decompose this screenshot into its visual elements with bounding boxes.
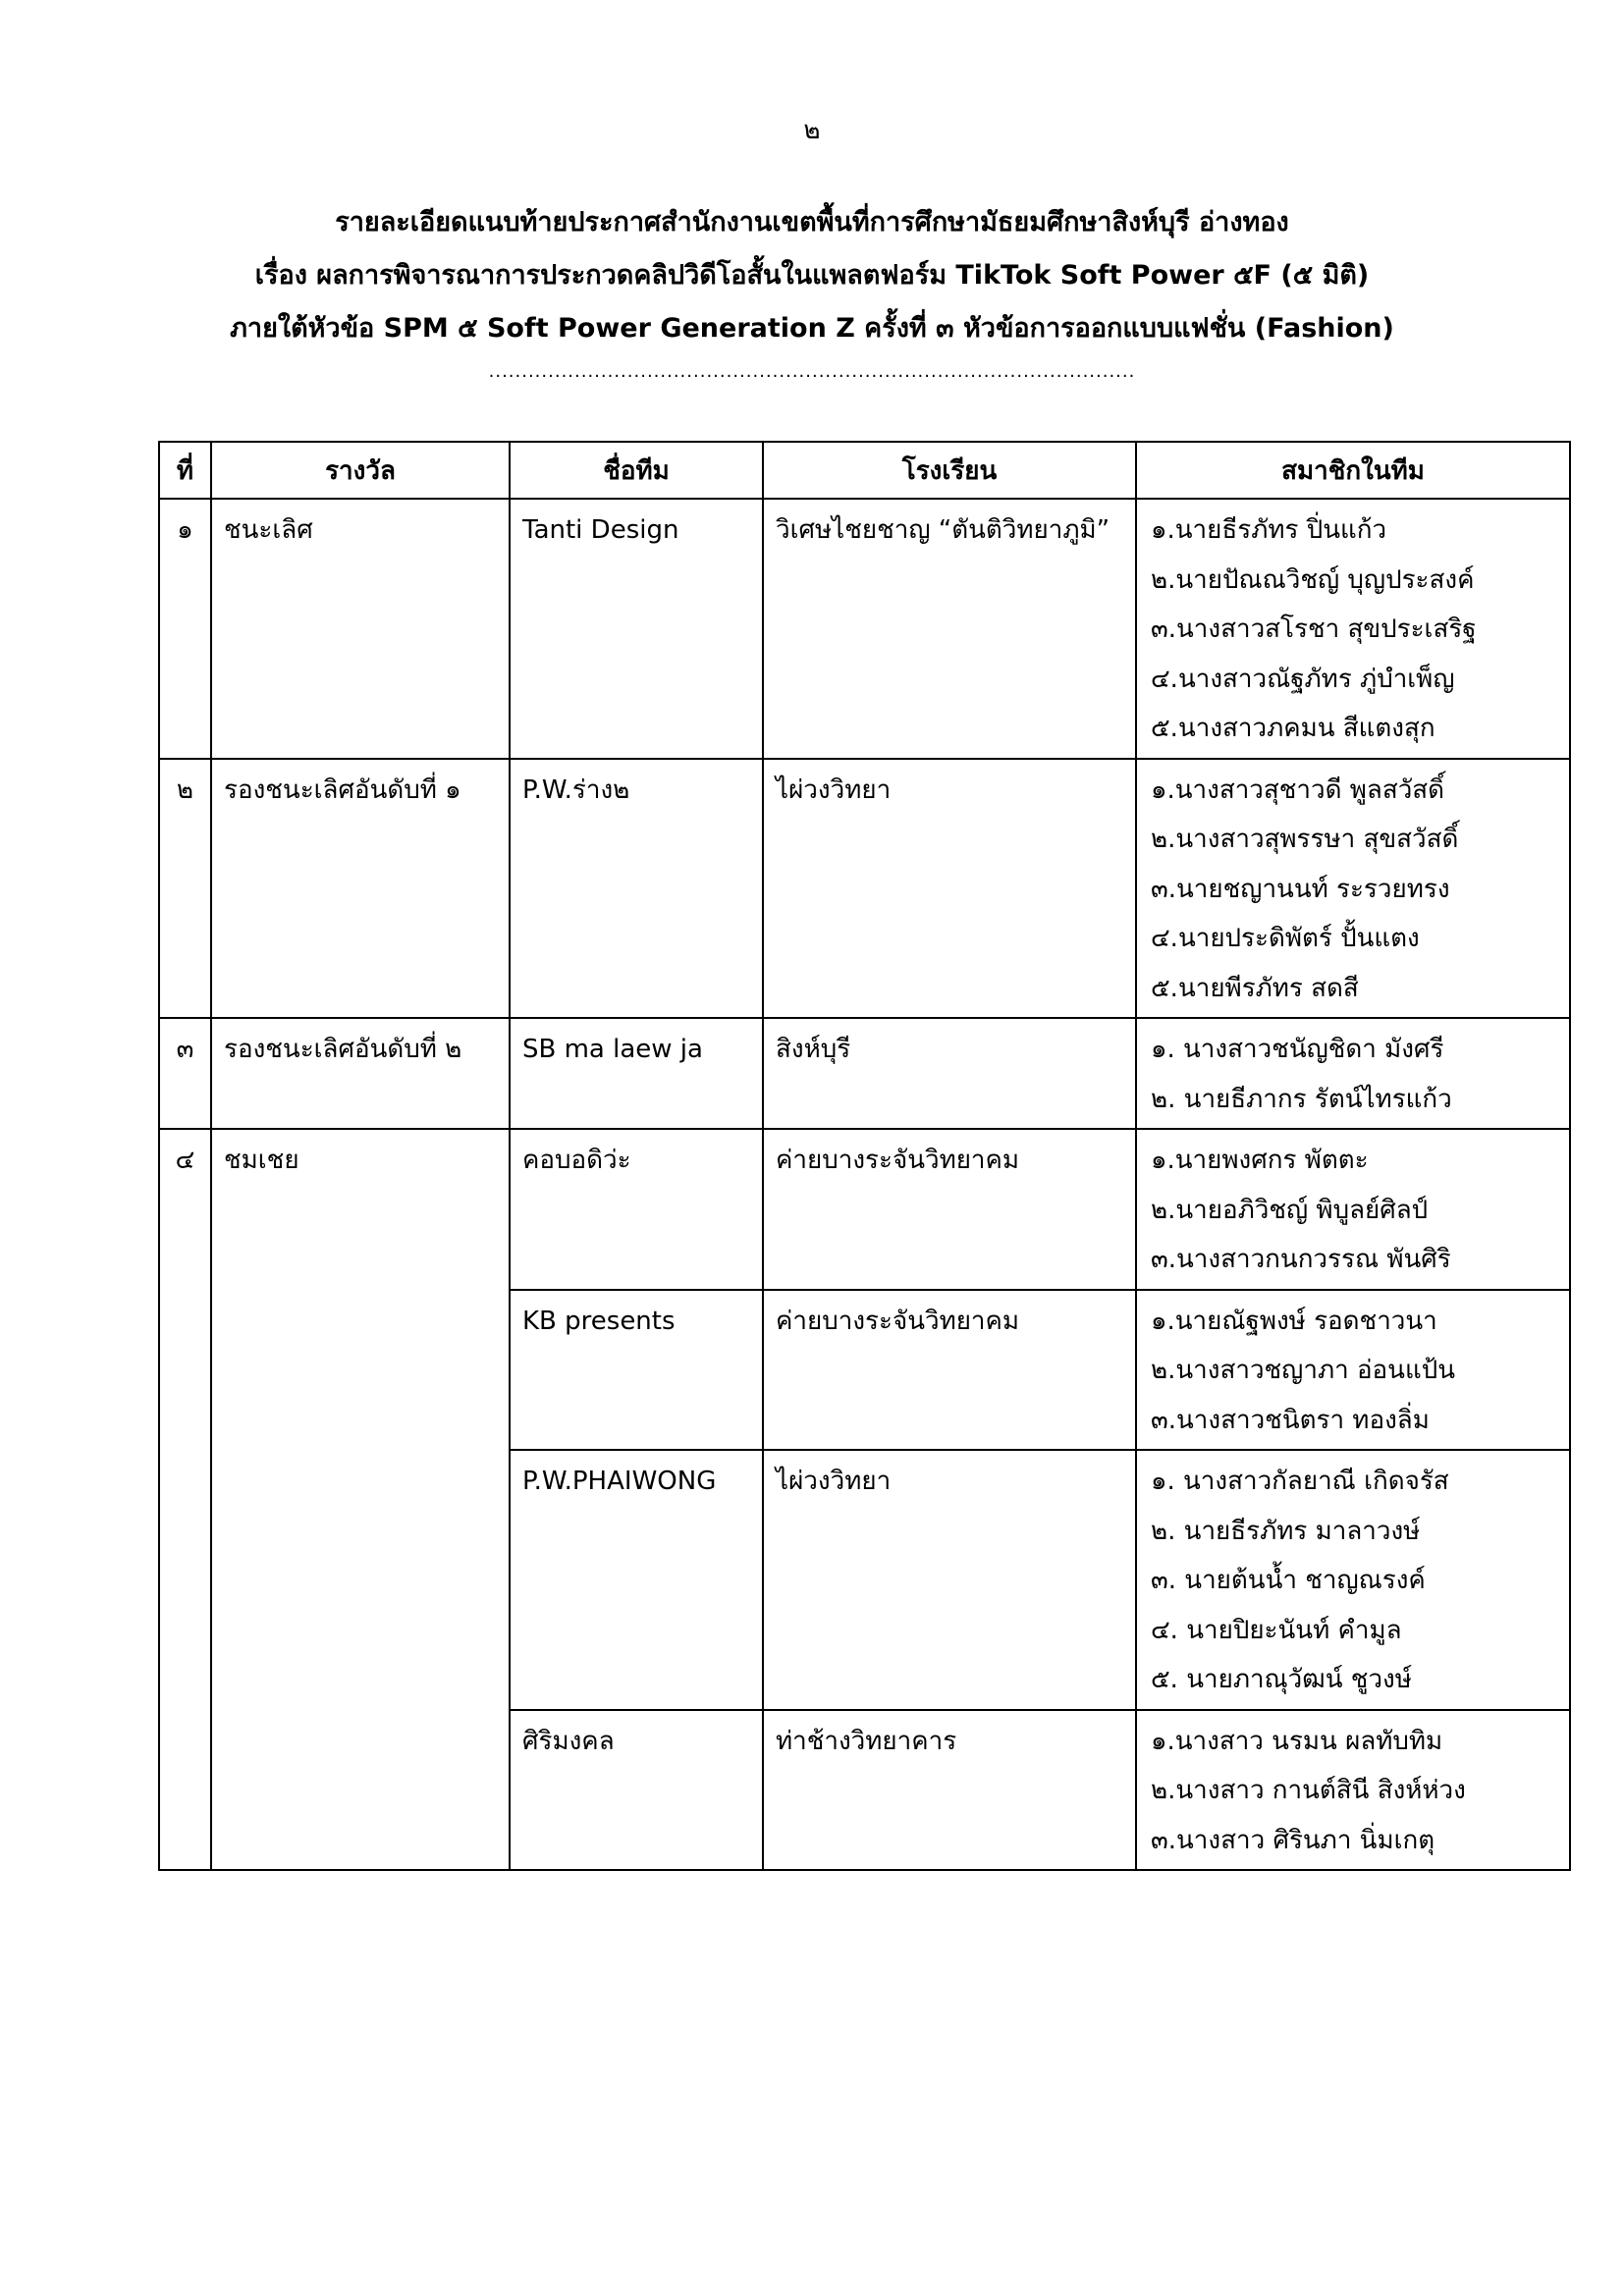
header-award: รางวัล xyxy=(211,442,510,499)
cell-award: รองชนะเลิศอันดับที่ ๒ xyxy=(211,1018,510,1129)
cell-members xyxy=(1136,1018,1570,1129)
heading-line-2: เรื่อง ผลการพิจารณาการประกวดคลิปวิดีโอสั้นในแพลตฟอร์ม TikTok Soft Power ๕F (๕ มิติ) xyxy=(254,260,1370,291)
header-school: โรงเรียน xyxy=(763,442,1136,499)
table-header-row xyxy=(159,442,1570,499)
cell-award: ชนะเลิศ xyxy=(211,499,510,759)
cell-team-name: P.W.ร่าง๒ xyxy=(510,759,763,1019)
cell-members xyxy=(1136,759,1570,1019)
cell-school: ท่าช้างวิทยาคาร xyxy=(763,1710,1136,1871)
member-name: ๒.นายปัณณวิชญ์ บุญประสงค์ xyxy=(1151,564,1475,595)
member-name: ๕.นายพีรภัทร สดสี xyxy=(1151,973,1359,1003)
cell-team-name: P.W.PHAIWONG xyxy=(510,1450,763,1710)
member-name: ๒.นายอภิวิชญ์ พิบูลย์ศิลป์ xyxy=(1151,1195,1429,1225)
cell-team-name: คอบอดิว่ะ xyxy=(510,1129,763,1290)
header-no: ที่ xyxy=(159,442,211,499)
cell-team-name: KB presents xyxy=(510,1290,763,1451)
cell-members xyxy=(1136,1290,1570,1451)
member-name: ๓.นางสาวกนกวรรณ พันศิริ xyxy=(1151,1245,1451,1274)
cell-team-name: Tanti Design xyxy=(510,499,763,759)
cell-members xyxy=(1136,1129,1570,1290)
cell-school: ค่ายบางระจันวิทยาคม xyxy=(763,1290,1136,1451)
member-name: ๕.นางสาวภคมน สีแตงสุก xyxy=(1151,714,1435,743)
cell-no: ๓ xyxy=(159,1018,211,1129)
cell-no: ๑ xyxy=(159,499,211,759)
member-name: ๑. นางสาวกัลยาณี เกิดจรัส xyxy=(1151,1467,1449,1496)
table-row xyxy=(159,759,1570,1019)
member-name: ๔.นายประดิพัตร์ ปั้นแตง xyxy=(1151,924,1420,953)
member-name: ๑.นายณัฐพงษ์ รอดชาวนา xyxy=(1151,1306,1437,1336)
member-name: ๑.นายธีรภัทร ปิ่นแก้ว xyxy=(1151,515,1387,545)
header-team: ชื่อทีม xyxy=(510,442,763,499)
cell-members xyxy=(1136,499,1570,759)
cell-no: ๔ xyxy=(159,1129,211,1870)
member-name: ๒. นายธีภากร รัตน์ไทรแก้ว xyxy=(1151,1084,1452,1114)
cell-no: ๒ xyxy=(159,759,211,1019)
table-body xyxy=(159,499,1570,1870)
cell-school: ค่ายบางระจันวิทยาคม xyxy=(763,1129,1136,1290)
table-row xyxy=(159,1018,1570,1129)
member-name: ๓.นางสาวสโรชา สุขประเสริฐ xyxy=(1151,614,1477,644)
member-name: ๑.นางสาวสุชาวดี พูลสวัสดิ์ xyxy=(1151,774,1445,805)
cell-school: วิเศษไชยชาญ “ตันติวิทยาภูมิ” xyxy=(763,499,1136,759)
member-name: ๑. นางสาวชนัญชิดา มังศรี xyxy=(1151,1035,1444,1064)
heading-line-3: ภายใต้หัวข้อ SPM ๕ Soft Power Generation Z ครั้งที่ ๓ หัวข้อการออกแบบแฟชั่น (Fashion) xyxy=(230,313,1394,344)
member-name: ๒.นางสาว กานต์สินี สิงห์ห่วง xyxy=(1151,1776,1466,1805)
table-row xyxy=(159,1129,1570,1290)
member-name: ๕. นายภาณุวัฒน์ ชูวงษ์ xyxy=(1151,1665,1412,1694)
member-name: ๒. นายธีรภัทร มาลาวงษ์ xyxy=(1151,1516,1421,1546)
member-name: ๒.นางสาวชญาภา อ่อนแป้น xyxy=(1151,1356,1455,1385)
page-number: ๒ xyxy=(803,116,821,145)
member-name: ๔.นางสาวณัฐภัทร ภู่บำเพ็ญ xyxy=(1151,664,1455,694)
member-name: ๓.นางสาวชนิตรา ทองลิ่ม xyxy=(1151,1405,1430,1435)
cell-school: สิงห์บุรี xyxy=(763,1018,1136,1129)
member-name: ๑.นายพงศกร พัตตะ xyxy=(1151,1146,1369,1175)
member-name: ๓.นางสาว ศิรินภา นิ่มเกตุ xyxy=(1151,1825,1435,1855)
results-table xyxy=(158,441,1571,1871)
cell-team-name: SB ma laew ja xyxy=(510,1018,763,1129)
cell-award: ชมเชย xyxy=(211,1129,510,1870)
dotted-separator: .................................................................................................. xyxy=(488,361,1136,382)
table-row xyxy=(159,499,1570,759)
document-heading xyxy=(0,196,1624,355)
member-name: ๒.นางสาวสุพรรษา สุขสวัสดิ์ xyxy=(1151,825,1459,854)
member-name: ๓.นายชญานนท์ ระรวยทรง xyxy=(1151,874,1450,904)
cell-school: ไผ่วงวิทยา xyxy=(763,759,1136,1019)
cell-members xyxy=(1136,1450,1570,1710)
heading-line-1: รายละเอียดแนบท้ายประกาศสำนักงานเขตพื้นที่การศึกษามัธยมศึกษาสิงห์บุรี อ่างทอง xyxy=(335,207,1289,238)
member-name: ๔. นายปิยะนันท์ คำมูล xyxy=(1151,1615,1402,1645)
cell-team-name: ศิริมงคล xyxy=(510,1710,763,1871)
member-name: ๓. นายต้นน้ำ ชาญณรงค์ xyxy=(1151,1566,1426,1595)
cell-school: ไผ่วงวิทยา xyxy=(763,1450,1136,1710)
cell-award: รองชนะเลิศอันดับที่ ๑ xyxy=(211,759,510,1019)
header-members: สมาชิกในทีม xyxy=(1136,442,1570,499)
member-name: ๑.นางสาว นรมน ผลทับทิม xyxy=(1151,1726,1443,1756)
cell-members xyxy=(1136,1710,1570,1871)
